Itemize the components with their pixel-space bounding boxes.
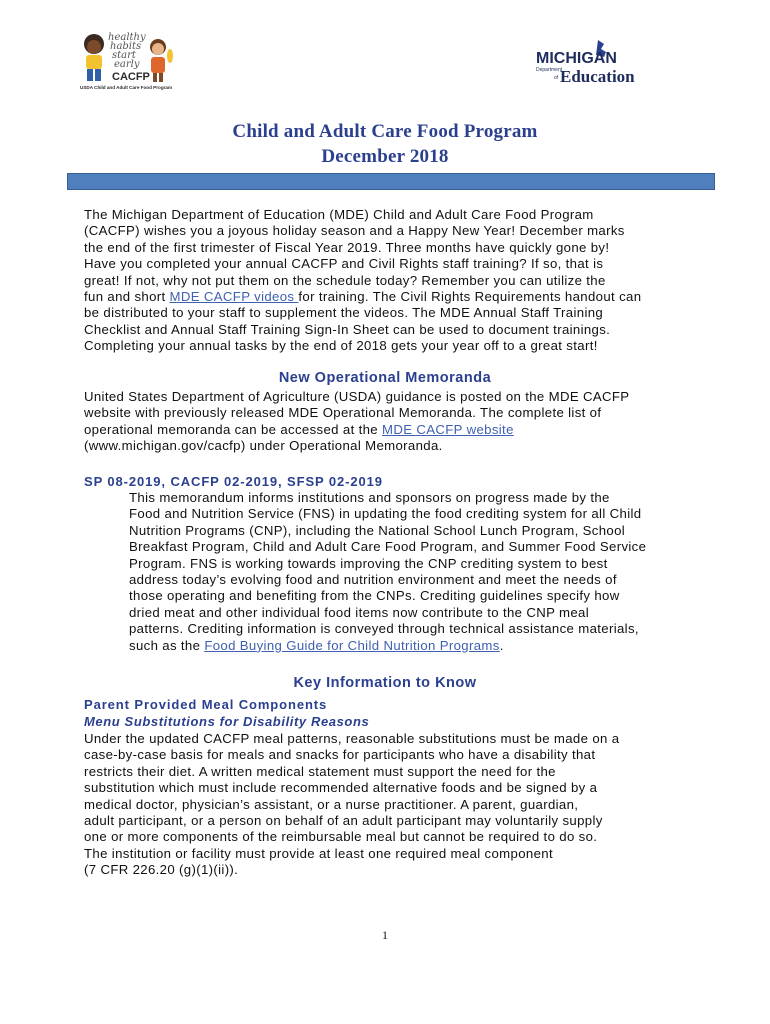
logo-education: Education [560, 67, 635, 86]
text-line: medical doctor, physician’s assistant, or a nurse practitioner. A parent, guardian, [84, 796, 579, 812]
mde-cacfp-website-link[interactable]: MDE CACFP website [382, 421, 514, 437]
text-line: Program. FNS is working towards improving the CNP crediting system to best [129, 555, 608, 571]
mde-cacfp-videos-link[interactable]: MDE CACFP videos [169, 289, 299, 305]
text-line: Completing your annual tasks by the end of 2018 gets your year off to a great start! [84, 338, 598, 354]
text-line: substitution which must include recommended alternative foods and be signed by a [84, 780, 598, 796]
text-line: Have you completed your annual CACFP and Civil Rights staff training? If so, that is [84, 256, 604, 272]
logo-michigan: MICHIGAN [536, 50, 617, 67]
logo-cacfp: CACFP [112, 71, 150, 83]
text-line: Checklist and Annual Staff Training Sign-In Sheet can be used to document trainings. [84, 321, 611, 337]
text-line: Nutrition Programs (CNP), including the National School Lunch Program, School [129, 522, 626, 538]
logo-word: early [114, 59, 140, 70]
text-line: Breakfast Program, Child and Adult Care Food Program, and Summer Food Service [129, 539, 647, 555]
text-fragment: operational memoranda can be accessed at the [84, 421, 382, 437]
text-line: United States Department of Agriculture (USDA) guidance is posted on the MDE CACFP [84, 389, 630, 404]
text-line: dried meat and other individual food items now contribute to the CNP meal [129, 604, 590, 620]
text-line: restricts their diet. A written medical statement must support the need for the [84, 763, 556, 779]
text-line: those operating and benefiting from the CNPs. Crediting guidelines specify how [129, 588, 620, 604]
text-fragment: for training. The Civil Rights Requirements handout can [298, 289, 642, 305]
logo-word: healthy [108, 32, 146, 43]
text-line [84, 289, 694, 305]
logo-tagline: USDA Child and Adult Care Food Program [80, 85, 173, 90]
page-number: 1 [382, 928, 388, 942]
text-line: (7 CFR 226.20 (g)(1)(ii)). [84, 862, 239, 878]
section-heading-memoranda: New Operational Memoranda [278, 370, 492, 386]
text-line: The institution or facility must provide at least one required meal component [84, 845, 553, 861]
text-line: be distributed to your staff to supplement the videos. The MDE Annual Staff Training [84, 305, 604, 321]
document-title: Child and Adult Care Food Program [232, 121, 538, 142]
food-buying-guide-link[interactable]: Food Buying Guide for Child Nutrition Programs [204, 637, 500, 653]
michigan-education-logo [520, 38, 660, 88]
memo-number-heading: SP 08-2019, CACFP 02-2019, SFSP 02-2019 [84, 474, 383, 489]
memoranda-paragraph [84, 389, 694, 455]
key-info-paragraph [84, 731, 694, 879]
text-line: case-by-case basis for meals and snacks for participants who have a disability that [84, 747, 596, 763]
text-fragment: . [499, 637, 504, 653]
text-line: Food and Nutrition Service (FNS) in updating the food crediting system for all Child [129, 506, 642, 522]
title-divider-bar [67, 173, 715, 190]
text-line [84, 422, 694, 438]
intro-paragraph [84, 207, 694, 355]
text-line: great! If not, why not put them on the schedule today? Remember you can utilize the [84, 272, 606, 288]
document-date: December 2018 [321, 146, 449, 167]
logo-word: start [112, 50, 136, 61]
text-fragment: such as the [129, 637, 205, 653]
text-line: Under the updated CACFP meal patterns, reasonable substitutions must be made on a [84, 731, 620, 746]
text-line: one or more components of the reimbursable meal but cannot be required to do so. [84, 829, 598, 845]
text-line: The Michigan Department of Education (MDE) Child and Adult Care Food Program [84, 207, 594, 222]
subheading-menu-substitutions: Menu Substitutions for Disability Reasons [84, 714, 370, 729]
logo-word: habits [110, 41, 142, 52]
text-line [129, 638, 699, 654]
text-line: the end of the first trimester of Fiscal Year 2019. Three months have quickly gone by! [84, 239, 610, 255]
logo-of: of [554, 75, 559, 81]
text-line: website with previously released MDE Operational Memoranda. The complete list of [84, 405, 602, 421]
text-line: (www.michigan.gov/cacfp) under Operational Memoranda. [84, 438, 443, 454]
text-fragment: fun and short [84, 289, 170, 305]
text-line: patterns. Crediting information is conveyed through technical assistance materials, [129, 621, 639, 637]
memo-paragraph [129, 490, 699, 654]
subheading-parent-provided: Parent Provided Meal Components [84, 697, 328, 712]
cacfp-logo [78, 30, 190, 94]
healthy-habits-illustration [78, 30, 190, 86]
logo-department: Department [536, 67, 563, 73]
text-line: (CACFP) wishes you a joyous holiday season and a Happy New Year! December marks [84, 223, 625, 239]
section-heading-key-info: Key Information to Know [293, 675, 477, 691]
text-line: address today’s evolving food and nutrition environment and meet the needs of [129, 572, 617, 588]
text-line: This memorandum informs institutions and sponsors on progress made by the [129, 490, 610, 505]
text-line: adult participant, or a person on behalf of an adult participant may voluntarily supply [84, 813, 603, 829]
